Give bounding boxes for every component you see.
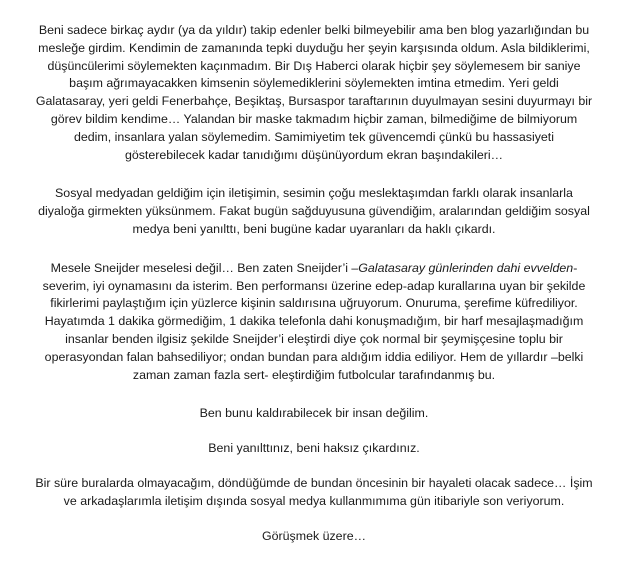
- text-line: Hayatımda 1 dakika görmediğim, 1 dakika telefonla dahi konuşmadığım, bir harf mesajlaşmadığım: [44, 314, 584, 329]
- text-line: medya beni yanılttı, beni bugüne kadar uyaranları da haklı çıkardı.: [132, 221, 496, 236]
- text-line: diyaloğa girmekten yüksünmem. Fakat bugün sağduyusuna güvendiğim, aralarından geldiğim sosyal: [38, 204, 590, 219]
- text-line: Beni sadece birkaç aydır (ya da yıldır) takip edenler belki bilmeyebilir ama ben blog yazarlığından bu: [38, 23, 590, 37]
- text-line: Galatasaray, yeri geldi Fenerbahçe, Beşiktaş, Bursaspor taraftarının duyulmayan sesini duyurmayı bir: [35, 94, 593, 109]
- text-line: Ben bunu kaldırabilecek bir insan değilim.: [199, 406, 429, 421]
- paragraph-farewell: [8, 528, 620, 546]
- text-segment: -: [573, 260, 578, 275]
- text-line: ve arkadaşlarımla iletişim dışında sosyal medya kullanmımıma gün itibariyle son veriyorum.: [63, 493, 565, 508]
- italic-text: Galatasaray günlerinden dahi evvelden: [358, 260, 574, 275]
- text-line: başım ağrımayacakken kimsenin söylemediklerini söylemekten imtina etmedim. Yeri geldi: [69, 76, 559, 91]
- text-line: Sosyal medyadan geldiğim için iletişimin, sesimin çoğu meslektaşımdan farklı olarak insanlarla: [55, 186, 573, 201]
- text-line: düşüncülerimi söylemekten kaçınmadım. Bir Dış Haberci olarak hiçbir şey söylemesem bir saniye: [47, 58, 581, 73]
- text-line: dedim, insanlara yalan söylemedim. Samimiyetim tek güvencemdi çünkü bu hassasiyeti: [73, 129, 554, 144]
- paragraph-misled: [8, 440, 620, 458]
- text-line: insanlar benden ilgisiz şekilde Sneijder’i eleştirdi diye çok normal bir şeymişçesine toplu bir: [65, 331, 563, 346]
- text-line: Bir süre buralarda olmayacağım, döndüğümde de bundan öncesinin bir hayaleti olacak sadece… İşim: [35, 475, 593, 490]
- text-line: Görüşmek üzere…: [262, 528, 366, 543]
- paragraph-social-media: [8, 185, 620, 238]
- text-line: operasyondan falan bahsediliyor; ondan bundan para aldığım iddia ediliyor. Hem de yıllardır –belki: [44, 349, 584, 364]
- paragraph-cannot-bear: [8, 405, 620, 423]
- text-segment: Mesele Sneijder meselesi değil… Ben zaten Sneijder’i –: [50, 260, 359, 275]
- paragraph-intro: [8, 22, 620, 164]
- text-line: zaman zaman fazla sert- eleştirdiğim futbolcular tarafındanmış bu.: [132, 367, 496, 382]
- text-line: mesleğe girdim. Kendimin de zamanında tepki duyduğu her şeyin karşısında oldum. Asla bildiklerimi,: [38, 40, 590, 55]
- text-line: fikirlerimi paylaştığım için yüzlerce kişinin saldırısına uğruyorum. Onuruma, şerefime küfrediliyor.: [50, 296, 578, 311]
- text-line: severim, iyi oynamasını da isterim. Ben performansı üzerine edep-adap kurallarına uyan bir şekilde: [42, 278, 586, 293]
- text-line: gösterebilecek kadar tanıdığımı düşünüyordum ekran başındakileri…: [124, 147, 504, 162]
- paragraph-leaving: [8, 475, 620, 511]
- text-line: görev bildim kendime… Yalandan bir maske takmadım hiçbir zaman, bilmediğime de bilmiyorum: [50, 111, 578, 126]
- paragraph-sneijder: [8, 260, 620, 385]
- text-line: [8, 260, 620, 278]
- text-line: Beni yanılttınız, beni haksız çıkardınız.: [208, 441, 420, 456]
